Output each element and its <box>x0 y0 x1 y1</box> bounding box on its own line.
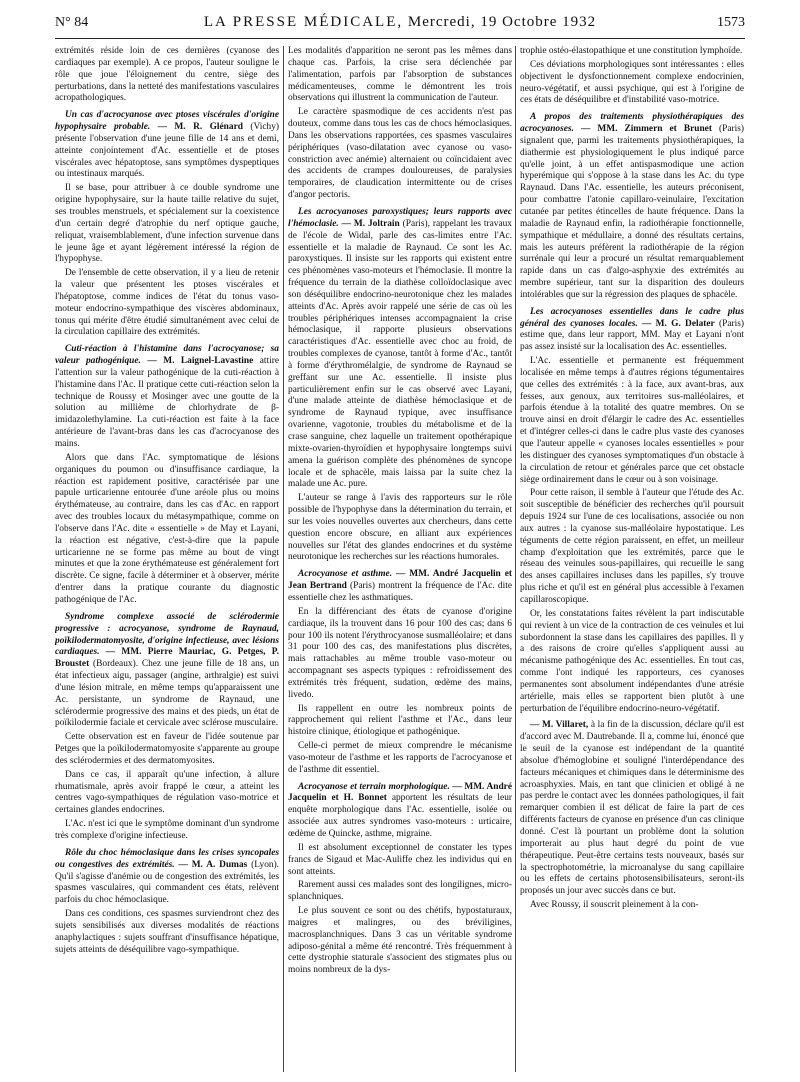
article-title: Un cas d'acrocyanose avec ptoses viscérales d'origine hypophysaire probable. <box>55 110 279 133</box>
paragraph: extrémités réside loin de ces dernières (cyanose des cardiaques par exemple). A ce propos, l'auteur souligne le rôle que joue l'éloignement du centre, siège des perturbations, dans la netteté des manifestations vasculaires acropathologiques. <box>55 46 279 104</box>
article-mauriac <box>55 612 279 730</box>
article-author: — M. Villaret, <box>530 720 589 731</box>
article-author: — MM. Pierre Mauriac, G. Petges, P. Broustet <box>55 647 279 670</box>
article-author: — MM. André Jacquelin et H. Bonnet <box>288 781 512 804</box>
paragraph: L'auteur se range à l'avis des rapporteurs sur le rôle possible de l'hypophyse dans la détermination du terrain, et sur les voies nouvelles ouvertes aux chercheurs, dans cette question encore obscure, en alliant aux expériences nouvelles sur l'état des glandes endocrines et du système neurotonique les recherches sur les réactions humorales. <box>288 493 512 563</box>
masthead <box>175 14 625 31</box>
article-text: (Paris) montrent la fréquence de l'Ac. dite essentielle chez les asthmatiques. <box>288 581 512 603</box>
issue-number: N° 84 <box>55 15 89 30</box>
article-title: Syndrome complexe associé de sclérodermie progressive : acrocyanose, syndrome de Raynaud, poïkilodermatomyosite, d'origine infectieuse, avec lésions cardiaques. <box>55 611 279 658</box>
article-author: — MM. André Jacquelin et Jean Bertrand <box>288 569 512 592</box>
article-title: Cuti-réaction à l'histamine dans l'acrocyanose; sa valeur pathogénique. <box>55 344 279 367</box>
paragraph: Celle-ci permet de mieux comprendre le mécanisme vaso-moteur de l'asthme et les rapports de l'acrocyanose et de l'asthme dit essentiel. <box>288 741 512 775</box>
paragraph: Dans ce cas, il apparaît qu'une infection, à allure rhumatismale, après avoir frappé le cœur, a atteint les centres vago-sympathiques de régulation vaso-motrice et certaines glandes endocrines. <box>55 769 279 816</box>
article-title: Acrocyanose et terrain morphologique. <box>298 781 450 792</box>
column-3 <box>520 46 744 1074</box>
column-divider <box>515 46 516 1072</box>
paragraph: En la différenciant des états de cyanose d'origine cardiaque, ils la trouvent dans 16 pour 100 des cas; dans 6 pour 100 ils notent l'érythrocyanose susmalléolaire; et dans 31 pour 100 des cas, des manifestations plus discrètes, mais rattachables au même trouble vaso-moteur ou accompagnant ses aspects typiques : refroidissement des extrémités très fréquent, sudation, œdème des mains, livedo. <box>288 606 512 700</box>
article-text: apportent les résultats de leur enquête morphologique dans l'Ac. essentielle, isolée ou associée aux autres syndromes vaso-moteurs : urticaire, œdème de Quincke, asthme, migraine. <box>288 793 512 839</box>
column-2 <box>288 46 512 1074</box>
paragraph: Le plus souvent ce sont ou des chétifs, hypostaturaux, maigres et malingres, ou des bréviligines, macrosplanchniques. Dans 3 cas un véritable syndrome adiposo-génital a même été rencontré. Très fréquemment à cette dystrophie staturale s'associent des stigmates plus ou moins nombreux de la dys- <box>288 906 512 976</box>
paragraph: Or, les constatations faites révèlent la part indiscutable qui revient à un vice de la contraction de ces veinules et lui subordonnent la stase dans les capillaires des papilles. Il y a des raisons de croire qu'elles s'appliquent aussi au mécanisme pathogénique des Ac. essentielles. En tout cas, comme l'ont indiqué les rapporteurs, ces cyanoses permanentes sont absolument indépendantes d'une atrésie artérielle, mais elles se rapportent bien plutôt à une perturbation de l'équilibre endocrino-neuro-végétatif. <box>520 608 744 714</box>
paragraph: Ces déviations morphologiques sont intéressantes : elles objectivent le dysfonctionnement complexe endocrinien, neuro-végétatif, et aussi psychique, qui est à l'origine de ces états de déséquilibre et d'instabilité vaso-motrice. <box>520 59 744 106</box>
article-title: Les acrocyanoses paroxystiques; leurs rapports avec l'hémoclasie. <box>288 206 512 229</box>
article-jacquelin-bertrand <box>288 569 512 605</box>
article-title: Rôle du choc hémoclasique dans les crises syncopales ou congestives des extrémités. <box>55 847 279 870</box>
paragraph: Dans ces conditions, ces spasmes surviendront chez des sujets sensibilisés aux diverses modalités de réactions anaphylactiques : sujets souffrant d'insuffisance hépatique, sujets atteints de déséquilibre vago-sympathique. <box>55 909 279 955</box>
article-zimmern-brunet <box>520 112 744 302</box>
paragraph: Pour cette raison, il semble à l'auteur que l'étude des Ac. soit susceptible de bénéficier des recherches qu'il poursuit depuis 1924 sur l'une de ces localisations, associée ou non aux autres : la cyanose sus-malléolaire hypostatique. Les téguments de cette région paraissent, en effet, un meilleur champ d'exploitation que les extrémités, parce que le réseau des veinules sous-papillaires, qui recueille le sang des anses capillaires incluses dans les papilles, s'y trouve plus riche et qu'il est en général plus accessible à l'examen capillaroscopique. <box>520 488 744 605</box>
article-text: (Paris) signalent que, parmi les traitements physiothérapiques, la diathermie est physiologiquement le plus indiqué parce qu'elle joint, à un effet antispasmodique une action hyperémique qui s'oppose à la stase dans les Ac. du type Raynaud. Dans l'Ac. essentielle, les auteurs préconisent, pour combattre l'atonie capillaro-veinulaire, l'excitation cutanée par petites étincelles de haute fréquence. Dans la maladie de Raynaud enfin, la radiothérapie fonctionnelle, sympathique et médullaire, a donné des résultats certains, mais les auteurs préfèrent la radiothérapie de la région surrénale qui leur a procuré un résultat remarquablement rapide dans un cas d'algo-asphyxie des extrémités au membre supérieur, tant sur la disparition des douleurs intolérables que sur la régression des plaques de sphacèle. <box>520 124 744 300</box>
article-text: (Vichy) présente l'observation d'une jeune fille de 14 ans et demi, atteinte conjointement d'Ac. essentielle et de ptoses viscérales avec hépatoptose, sans symptômes dyspeptiques ou intestinaux marqués. <box>55 122 279 180</box>
article-title: Les acrocyanoses essentielles dans le cadre plus général des cyanoses locales. <box>520 306 744 329</box>
paragraph: trophie ostéo-élastopathique et une constitution lymphoïde. <box>520 46 743 56</box>
article-author: — M. Joltrain <box>341 218 400 229</box>
article-title: Acrocyanose et asthme. <box>298 569 393 580</box>
issue-date: Mercredi, 19 Octobre 1932 <box>407 14 597 30</box>
article-author: — M. A. Dumas <box>178 859 248 870</box>
article-text: à la fin de la discussion, déclare qu'il est d'accord avec M. Dautrebande. Il a, comme lui, énoncé que le seuil de la cyanose est indépendant de la quantité absolue d'hémoglobine et souligné l'interdépendance des facteurs mécaniques et chimiques dans le déterminisme des acroasphyxies. Mais, en tant que clinicien et obligé à ne pas perdre le contact avec les données pathologiques, il fait remarquer combien il est délicat de faire la part de ces différents facteurs de cyanose en présence d'un cas clinique donné. C'est là pourtant un problème dont la solution importerait au plus haut degré du point de vue thérapeutique. Peut-être certains tests nouveaux, basés sur la spectrophotométrie, la microanalyse du sang capillaire ou les effets de certains photosensibilisateurs, seront-ils proposés un jour avec succès dans ce but. <box>520 720 744 897</box>
article-text: (Bordeaux). Chez une jeune fille de 18 ans, un état infectieux aigu, passager (angine, arthralgie) est suivi d'une lésion mitrale, en même temps qu'apparaissent une Ac. persistante, un syndrome de Raynaud, une sclérodermie progressive des mains et des pieds, un état de poïkilodermie faciale et cervicale avec sclérose musculaire. <box>55 659 279 729</box>
paragraph: Rarement aussi ces malades sont des longilignes, micro-splanchniques. <box>288 880 512 903</box>
paragraph: Il se base, pour attribuer à ce double syndrome une origine hypophysaire, sur la haute taille relative du sujet, ses troubles menstruels, et spécialement sur la coexistence d'un certain degré d'atrophie du nerf optique gauche, reliquat, vraisemblablement, d'une infection survenue dans le jeune âge et ayant légèrement intéressé la région de l'hypophyse. <box>55 183 279 265</box>
page-header <box>55 14 745 36</box>
header-rule <box>55 38 745 39</box>
column-1 <box>55 46 279 1074</box>
article-laignel-lavastine <box>55 344 279 451</box>
paragraph: Les modalités d'apparition ne seront pas les mêmes dans chaque cas. Parfois, la crise sera déclenchée par l'alimentation, parfois par l'absorption de substances médicamenteuses, comme le démontrent les trois observations qui illustrent la communication de l'auteur. <box>288 46 512 104</box>
article-author: — M. G. Delater <box>642 318 715 329</box>
article-joltrain <box>288 207 512 491</box>
page-number: 1573 <box>717 15 745 30</box>
paragraph: Alors que dans l'Ac. symptomatique de lésions organiques du poumon ou d'insuffisance cardiaque, la réaction est rapidement positive, caractérisée par une papule urticarienne entourée d'une aréole plus ou moins érythémateuse, au contraire, dans les cas d'Ac. en rapport avec des troubles locaux du métasympathique, comme on l'observe dans l'Ac. dite « essentielle » de May et Layani, la réaction est négative, c'est-à-dire que la papule urticarienne ne se forme pas même au bout de vingt minutes et que la zone érythémateuse est généralement fort discrète. Ce signe, facile à déterminer et à observer, mérite d'entrer dans la pratique courante du diagnostic pathogénique de l'Ac. <box>55 452 279 605</box>
article-jacquelin-bonnet <box>288 782 512 841</box>
article-text: (Paris), rappelant les travaux de l'école de Widal, parle des cas-limites entre l'Ac. essentielle et la maladie de Raynaud. Ce sont les Ac. paroxystiques. Il insiste sur les rapports qui existent entre ces phénomènes vaso-moteurs et l'hémoclasie. Il montre la fréquence du terrain de la diathèse colloïdoclasique avec son déséquilibre endocrino-neurotonique chez les malades atteints d'Ac. Après avoir rappelé une série de cas où les troubles périphériques intenses accompagnaient la crise hémoclasique, il rapporte plusieurs observations caractéristiques d'Ac. essentielle avec choc au froid, de troubles complexes de cyanose, tantôt à forme d'Ac., tantôt à forme d'érythromélalgie, de syndrome de Raynaud se greffant sur une Ac. essentielle. Il insiste plus particulièrement enfin sur le cas observé avec Layani, d'une malade atteinte de diathèse hémoclasique et de syndrome de Raynaud typique, avec insuffisance ovarienne, vagotonie, troubles du métabolisme et de la crase sanguine, chez laquelle un traitement opothérapique mixte-ovarien-thyroïdien et hypophysaire longtemps suivi amena la guérison complète des phénomènes de syncope locale et de sphacèle, mais laissa par la suite chez la malade une Ac. pure. <box>288 218 512 490</box>
article-dumas <box>55 848 279 907</box>
paragraph: Ils rappellent en outre les nombreux points de rapprochement qui relient l'asthme et l'Ac., dans leur histoire clinique, étiologique et pathogénique. <box>288 703 512 738</box>
paragraph: Le caractère spasmodique de ces accidents n'est pas douteux, comme dans tous les cas de chocs hémoclasiques. Dans les observations rapportées, ces spasmes vasculaires périphériques (vaso-dilatation avec cyanose ou vaso-constriction avec anémie) alternaient ou coïncidaient avec des accidents de crampes douloureuses, de paralysies temporaires, de claudication intermittente ou de crises d'angor pectoris. <box>288 107 512 201</box>
article-author: — M. R. Glénard <box>157 122 243 133</box>
paragraph: Avec Roussy, il souscrit pleinement à la con- <box>530 900 699 911</box>
paragraph: L'Ac. n'est ici que le symptôme dominant d'un syndrome très complexe d'origine infectieuse. <box>55 819 279 841</box>
article-text: (Lyon). Qu'il s'agisse d'anémie ou de congestion des extrémités, les spasmes vasculaires, qui commandent ces états, relèvent parfois du choc hémoclasique. <box>55 859 279 906</box>
article-author: — MM. Zimmern et Brunet <box>580 124 712 135</box>
paragraph: L'Ac. essentielle et permanente est fréquemment localisée en même temps à d'autres régions tégumentaires que celles des extrémités : à la face, aux avant-bras, aux fesses, aux genoux, aux territoires sus-malléolaires, et parfois étendue à la totalité des quatre membres. On se trouve ainsi en droit d'élargir le cadre des Ac. essentielles et d'intégrer celles-ci dans le cadre plus vaste des cyanoses que l'auteur appelle « cyanoses locales essentielles » pour les distinguer des cyanoses symptomatiques d'un obstacle à la circulation de retour et générales parce que cet obstacle siège ordinairement dans le cœur ou à son voisinage. <box>520 356 744 485</box>
article-glenard <box>55 110 279 181</box>
article-text: attire l'attention sur la valeur pathogénique de la cuti-réaction à l'histamine dans l'Ac. Il pratique cette cuti-réaction selon la technique de Roussy et Mosinger avec une goutte de la solution au millième de chlorhydrate de β-imidazolethylamine. La cuti-réaction est faite à la face antérieure de l'avant-bras dans les cas d'acrocyanose des mains. <box>55 356 279 449</box>
paragraph: Il est absolument exceptionnel de constater les types francs de Sigaud et Mac-Auliffe chez les individus qui en sont atteints. <box>288 842 512 877</box>
article-text: (Paris) estime que, dans leur rapport, MM. May et Layani n'ont pas assez insisté sur la localisation des Ac. essentielles. <box>520 318 744 353</box>
article-delater <box>520 307 744 354</box>
article-title: A propos des traitements physiothérapiques des acrocyanoses. <box>520 112 744 135</box>
column-divider <box>283 46 284 1072</box>
paragraph: Cette observation est en faveur de l'idée soutenue par Petges que la poïkilodermatomyosite s'apparente au groupe des sclérodermies et des dermatomyosites. <box>55 732 279 766</box>
article-villaret <box>520 720 744 898</box>
paragraph: De l'ensemble de cette observation, il y a lieu de retenir la valeur que présentent les ptoses viscérales et l'hépatoptose, comme indices de l'état du tonus vaso-moteur endocrino-sympathique des viscères abdominaux, tonus qui mérite d'être étudié simultanément avec celui de la circulation capillaire des extrémités. <box>55 268 279 338</box>
article-author: — M. Laignel-Lavastine <box>147 356 254 367</box>
publication-title: LA PRESSE MÉDICALE, <box>203 14 404 30</box>
